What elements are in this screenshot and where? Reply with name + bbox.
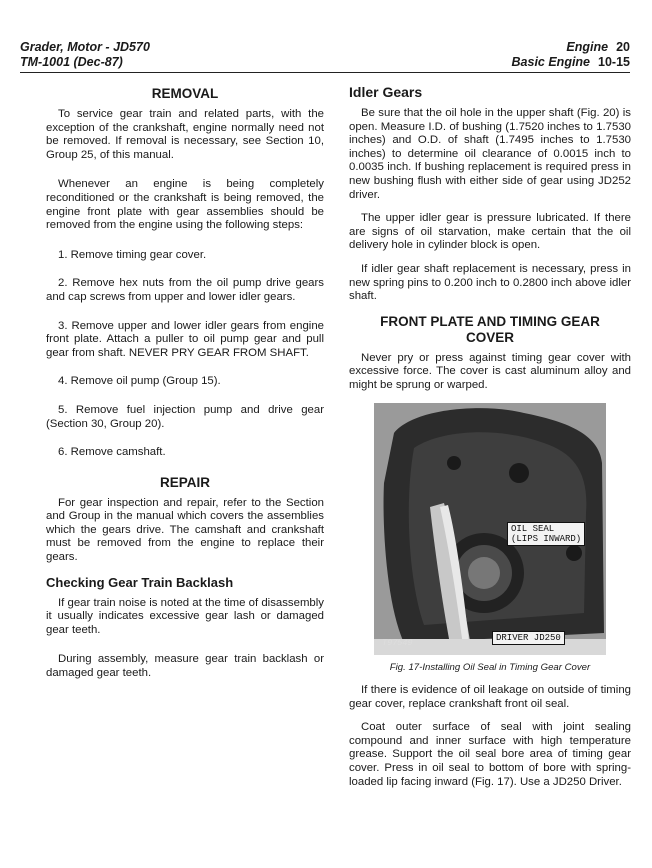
step-1: 1. Remove timing gear cover. (58, 248, 207, 261)
removal-paragraph-1: To service gear train and related parts, with the exception of the crankshaft, engine normally need not be removed. If removal is necessary, see Section 10, Group 25, of this manual. (46, 108, 324, 161)
oil-seal-photo (374, 403, 606, 655)
repair-paragraph: For gear inspection and repair, refer to the Section and Group in the manual which covers the assemblies which the gears drive. The camshaft and crankshaft must be removed from the engine to replace their gears. (46, 496, 324, 564)
idler-paragraph-1: Be sure that the oil hole in the upper shaft (Fig. 20) is open. Measure I.D. of bushing (1.7520 inches to 1.7530 inches) and O.D. of shaft (1.7495 inches to 1.7530 inches) to determine oil clearance of 0.0015 inch to 0.0035 inch. If bushing replacement is required press in new bushing flush with either side of gear using JD252 driver. (349, 107, 631, 201)
front-plate-paragraph-2: If there is evidence of oil leakage on outside of timing gear cover, replace crankshaft front oil seal. (349, 684, 631, 710)
front-plate-heading-line-1: FRONT PLATE AND TIMING GEAR (380, 313, 600, 329)
group-number: 20 (616, 40, 630, 54)
figure-number: T97549 (382, 637, 413, 648)
step-5: 5. Remove fuel injection pump and drive gear (Section 30, Group 20). (46, 403, 324, 430)
removal-paragraph-2: Whenever an engine is being completely reconditioned or the crankshaft is being removed, the engine front plate with gear assemblies should be removed from the engine using the following steps: (46, 178, 324, 232)
manual-id: TM-1001 (Dec-87) (20, 55, 123, 69)
right-column (349, 84, 631, 799)
step-6: 6. Remove camshaft. (58, 446, 166, 459)
figure-caption: Fig. 17-Installing Oil Seal in Timing Gear Cover (389, 661, 591, 673)
backlash-heading: Checking Gear Train Backlash (46, 574, 234, 590)
idler-paragraph-3: If idler gear shaft replacement is necessary, press in new spring pins to 0.200 inch to 0.2800 inch above idler shaft. (349, 262, 631, 303)
left-column (46, 84, 324, 691)
step-4: 4. Remove oil pump (Group 15). (58, 375, 221, 388)
driver-callout: DRIVER JD250 (492, 631, 565, 645)
header-rule (20, 72, 630, 73)
front-plate-heading-line-2: COVER (465, 329, 514, 345)
idler-gears-heading: Idler Gears (349, 84, 423, 100)
front-plate-paragraph-1: Never pry or press against timing gear cover with excessive force. The cover is cast aluminum alloy and might be sprung or warped. (349, 351, 631, 391)
idler-paragraph-2: The upper idler gear is pressure lubricated. If there are signs of oil starvation, make certain that the oil delivery hole in cylinder block is open. (349, 212, 631, 252)
oil-seal-callout (507, 522, 585, 546)
machine-title: Grader, Motor - JD570 (20, 40, 150, 54)
front-plate-heading (349, 314, 631, 346)
oil-seal-label: OIL SEAL (511, 523, 555, 534)
page-number: 10-15 (598, 55, 630, 69)
repair-heading: REPAIR (159, 474, 210, 490)
page-header (0, 40, 652, 74)
section-name: Engine (566, 40, 609, 54)
header-left (20, 40, 150, 70)
lips-inward-label: (LIPS INWARD) (511, 533, 582, 544)
backlash-paragraph-1: If gear train noise is noted at the time of disassembly it usually indicates excessive gear lash or damaged gear teeth. (46, 596, 324, 636)
front-plate-paragraph-3: Coat outer surface of seal with joint sealing compound and inner surface with high temperature grease. Support the oil seal bore area of timing gear cover. Press in oil seal to bottom of bore with spring-loaded lip facing inward (Fig. 17). Use a JD250 Driver. (349, 721, 631, 788)
removal-heading: REMOVAL (151, 86, 219, 101)
header-right (512, 40, 630, 70)
step-2: 2. Remove hex nuts from the oil pump drive gears and cap screws from upper and lower idler gears. (46, 277, 324, 303)
subsection-name: Basic Engine (511, 55, 591, 69)
backlash-paragraph-2: During assembly, measure gear train backlash or damaged gear teeth. (46, 653, 324, 680)
step-3: 3. Remove upper and lower idler gears from engine front plate. Attach a puller to oil pump gear and pull gear from shaft. NEVER PRY GEAR FROM SHAFT. (46, 319, 324, 359)
